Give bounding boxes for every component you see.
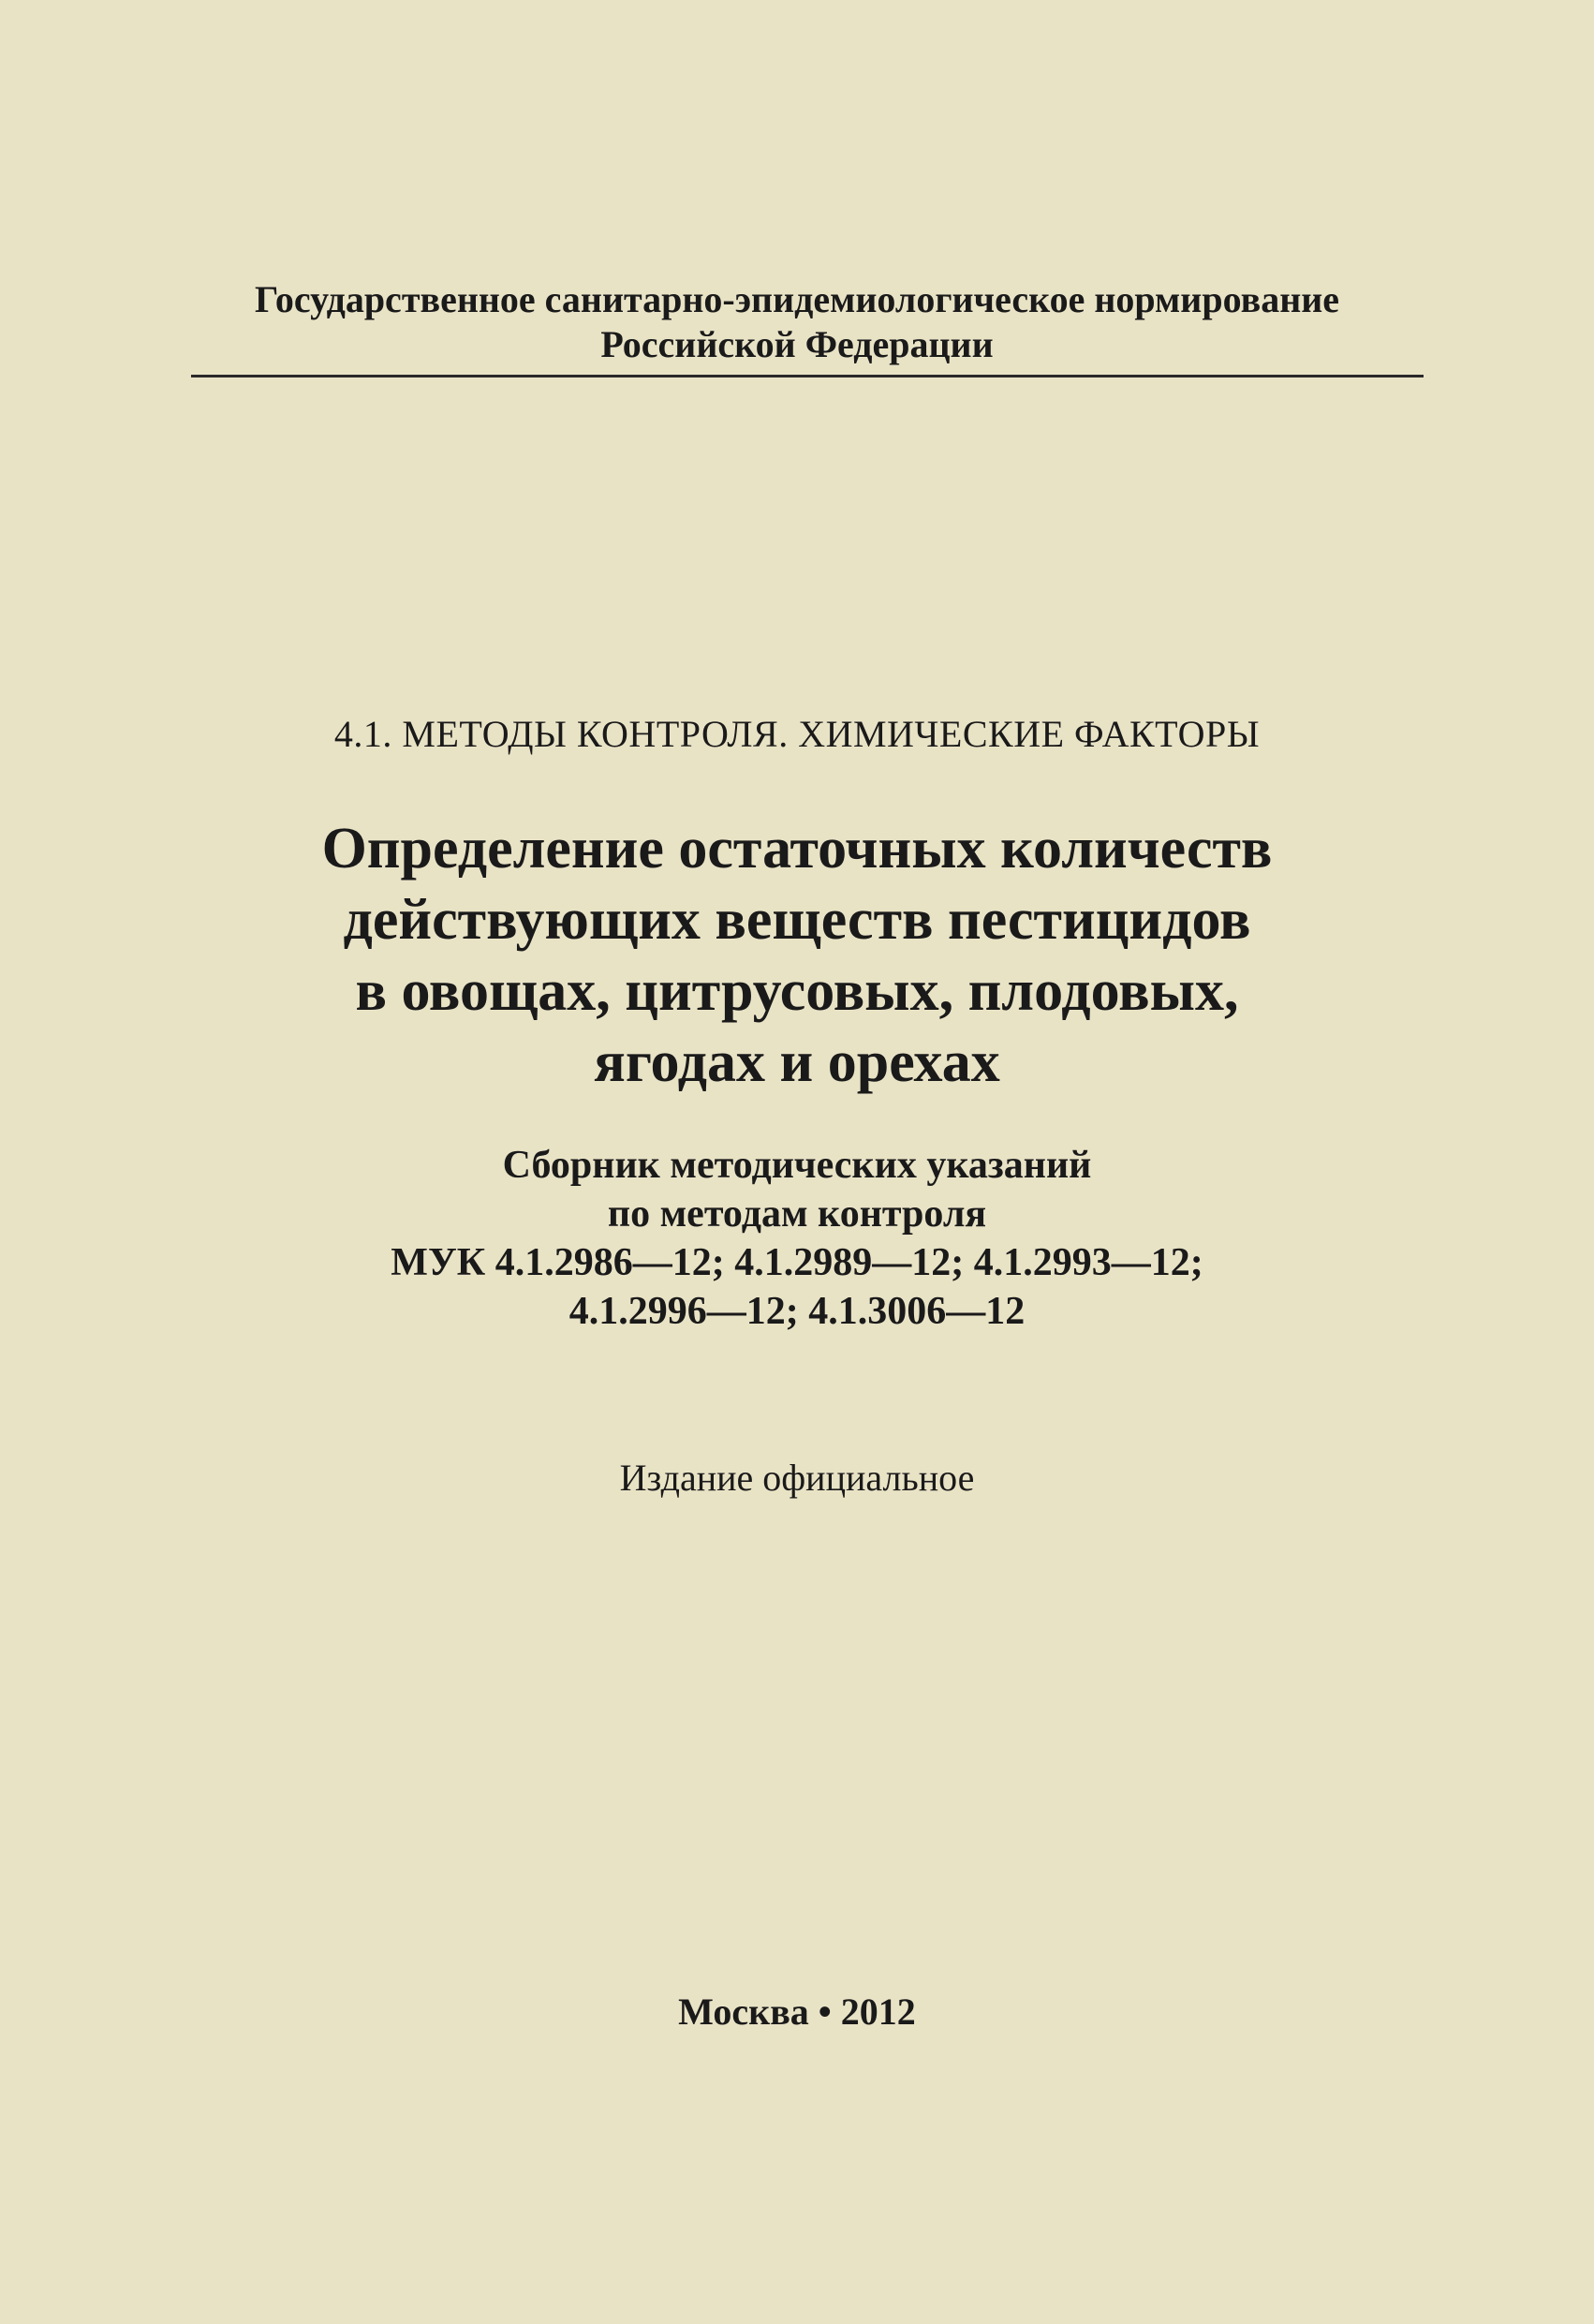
subtitle-line-1: Сборник методических указаний <box>502 1144 1092 1187</box>
subtitle-line-4: 4.1.2996—12; 4.1.3006—12 <box>568 1290 1026 1333</box>
section-heading: 4.1. МЕТОДЫ КОНТРОЛЯ. ХИМИЧЕСКИЕ ФАКТОРЫ <box>333 713 1261 755</box>
subtitle-line-3: МУК 4.1.2986—12; 4.1.2989—12; 4.1.2993—12; <box>391 1241 1203 1284</box>
document-subtitle <box>0 1141 1594 1336</box>
title-line-2: действующих веществ пестицидов <box>343 888 1251 952</box>
subtitle-line-2: по методам контроля <box>607 1192 987 1236</box>
issuer-line-2: Российской Федерации <box>600 323 994 365</box>
document-title <box>0 813 1594 1098</box>
publication-place-year: Москва • 2012 <box>678 1991 916 2033</box>
title-line-4: ягодах и орехах <box>594 1030 1000 1094</box>
issuer-line-1: Государственное санитарно-эпидемиологическое нормирование <box>254 278 1340 320</box>
header-divider <box>191 375 1424 377</box>
issuer-header <box>0 277 1594 367</box>
title-line-1: Определение остаточных количеств <box>321 817 1273 881</box>
edition-label: Издание официальное <box>619 1457 975 1499</box>
title-line-3: в овощах, цитрусовых, плодовых, <box>355 959 1239 1023</box>
